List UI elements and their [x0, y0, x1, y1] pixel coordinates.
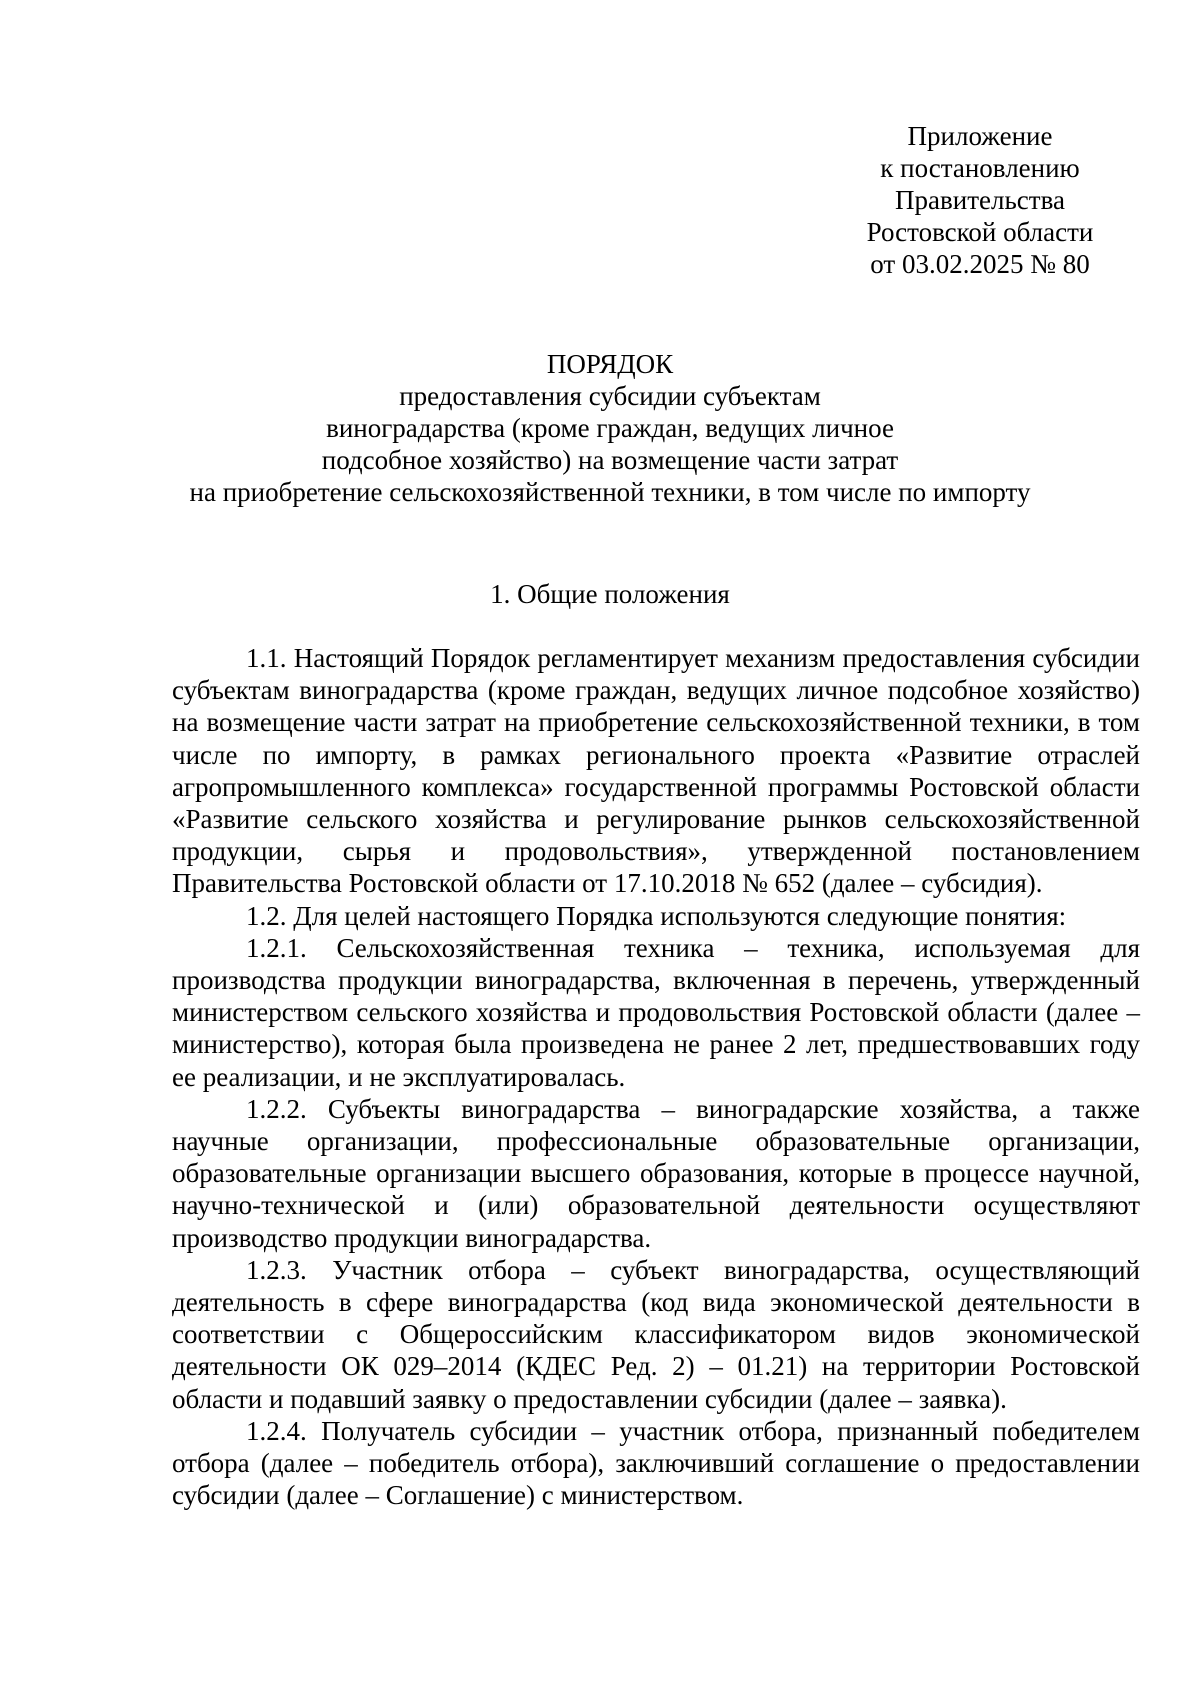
- paragraph: 1.1. Настоящий Порядок регламентирует механизм предоставления субсидии субъектам виноградарства (кроме граждан, ведущих личное подсобное хозяйство) на возмещение части затрат на приобретение сельскохозяйственной техники, в том числе по импорту, в рамках регионального проекта «Развитие отраслей агропромышленного комплекса» государственной программы Ростовской области «Развитие сельского хозяйства и регулирование рынков сельскохозяйственной продукции, сырья и продовольствия», утвержденной постановлением Правительства Ростовской области от 17.10.2018 № 652 (далее – субсидия).: [172, 643, 1140, 899]
- appendix-line: от 03.02.2025 № 80: [870, 249, 1090, 279]
- appendix-line: Правительства: [895, 185, 1065, 215]
- document-subtitle-line: на приобретение сельскохозяйственной техники, в том числе по импорту: [189, 477, 1031, 507]
- paragraph: 1.2.2. Субъекты виноградарства – виноградарские хозяйства, а также научные организации, профессиональные образовательные организации, образовательные организации высшего образования, которые в процессе научной, научно-технической и (или) образовательной деятельности осуществляют производство продукции виноградарства.: [172, 1093, 1140, 1253]
- paragraph: 1.2.1. Сельскохозяйственная техника – техника, используемая для производства продукции виноградарства, включенная в перечень, утвержденный министерством сельского хозяйства и продовольствия Ростовской области (далее – министерство), которая была произведена не ранее 2 лет, предшествовавших году ее реализации, и не эксплуатировалась.: [172, 932, 1140, 1092]
- paragraph: 1.2. Для целей настоящего Порядка используются следующие понятия:: [246, 900, 1067, 931]
- appendix-block: [830, 120, 1130, 280]
- appendix-line: к постановлению: [880, 153, 1080, 183]
- section-body: [172, 642, 1140, 1511]
- appendix-line: Ростовской области: [866, 217, 1094, 247]
- paragraph: 1.2.4. Получатель субсидии – участник отбора, признанный победителем отбора (далее – победитель отбора), заключивший соглашение о предоставлении субсидии (далее – Соглашение) с министерством.: [172, 1415, 1140, 1511]
- section-heading: 1. Общие положения: [490, 579, 730, 609]
- document-title: ПОРЯДОК: [546, 349, 674, 379]
- paragraph: 1.2.3. Участник отбора – субъект виноградарства, осуществляющий деятельность в сфере виноградарства (код вида экономической деятельности в соответствии с Общероссийским классификатором видов экономической деятельности ОК 029–2014 (КДЕС Ред. 2) – 01.21) на территории Ростовской области и подавший заявку о предоставлении субсидии (далее – заявка).: [172, 1254, 1140, 1414]
- document-title-block: [120, 348, 1100, 508]
- document-subtitle-line: подсобное хозяйство) на возмещение части затрат: [321, 445, 899, 475]
- appendix-line: Приложение: [907, 121, 1053, 151]
- document-subtitle-line: виноградарства (кроме граждан, ведущих личное: [326, 413, 894, 443]
- document-subtitle-line: предоставления субсидии субъектам: [399, 381, 821, 411]
